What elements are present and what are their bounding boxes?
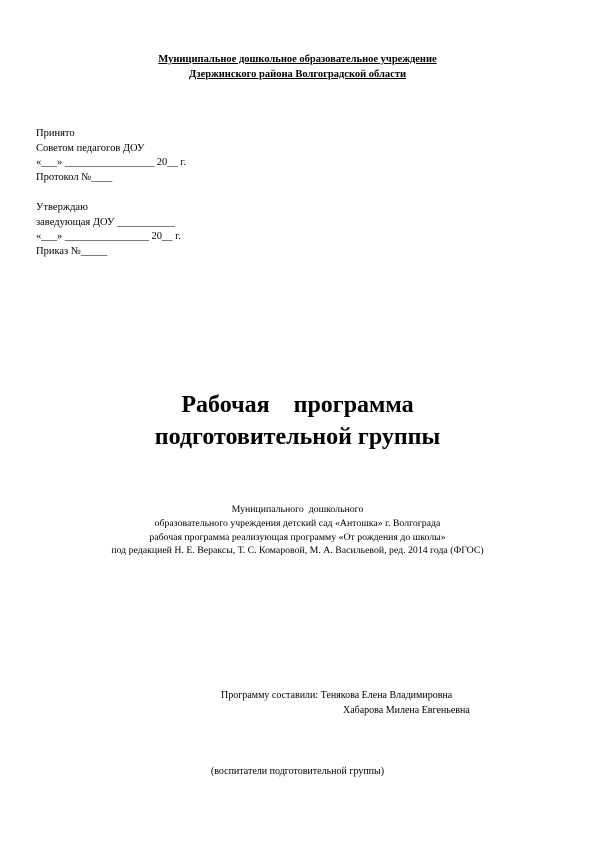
document-title xyxy=(0,389,595,453)
author-secondary: Хабарова Милена Евгеньевна xyxy=(343,704,470,716)
council-protocol-number: Протокол №____ xyxy=(36,171,113,183)
head-approval-block xyxy=(36,201,181,259)
council-approval-date: «___» _________________ 20__ г. xyxy=(36,157,187,168)
council-approval-body: Советом педагогов ДОУ xyxy=(36,142,145,154)
council-approval-heading: Принято xyxy=(36,128,75,139)
institution-name: Муниципальное дошкольное образовательное учреждение xyxy=(158,54,437,65)
program-description xyxy=(0,503,595,558)
head-approval-heading: Утверждаю xyxy=(36,202,88,213)
program-description-line1: Муниципального дошкольного xyxy=(231,504,364,515)
institution-header xyxy=(0,52,595,82)
document-title-line2: подготовительной группы xyxy=(154,424,441,450)
authors-role-text: (воспитатели подготовительной группы) xyxy=(210,766,385,777)
head-approval-date: «___» ________________ 20__ г. xyxy=(36,231,181,242)
institution-district: Дзержинского района Волгоградской области xyxy=(188,69,407,80)
program-description-line4: под редакцией Н. Е. Вераксы, Т. С. Комаровой, М. А. Васильевой, ред. 2014 года (ФГОС) xyxy=(111,545,484,557)
program-description-line2: образовательного учреждения детский сад «Антошка» г. Волгограда xyxy=(154,517,441,529)
author-primary: Программу составили: Тенякова Елена Владимировна xyxy=(221,690,453,701)
council-approval-block xyxy=(36,127,186,185)
head-approval-signature: заведующая ДОУ ___________ xyxy=(36,216,175,228)
document-title-line1: Рабочая программа xyxy=(181,392,414,418)
program-description-line3: рабочая программа реализующая программу «От рождения до школы» xyxy=(149,531,446,543)
authors-role-note xyxy=(0,765,595,779)
authors-block xyxy=(221,689,470,718)
head-order-number: Приказ №_____ xyxy=(36,245,108,257)
